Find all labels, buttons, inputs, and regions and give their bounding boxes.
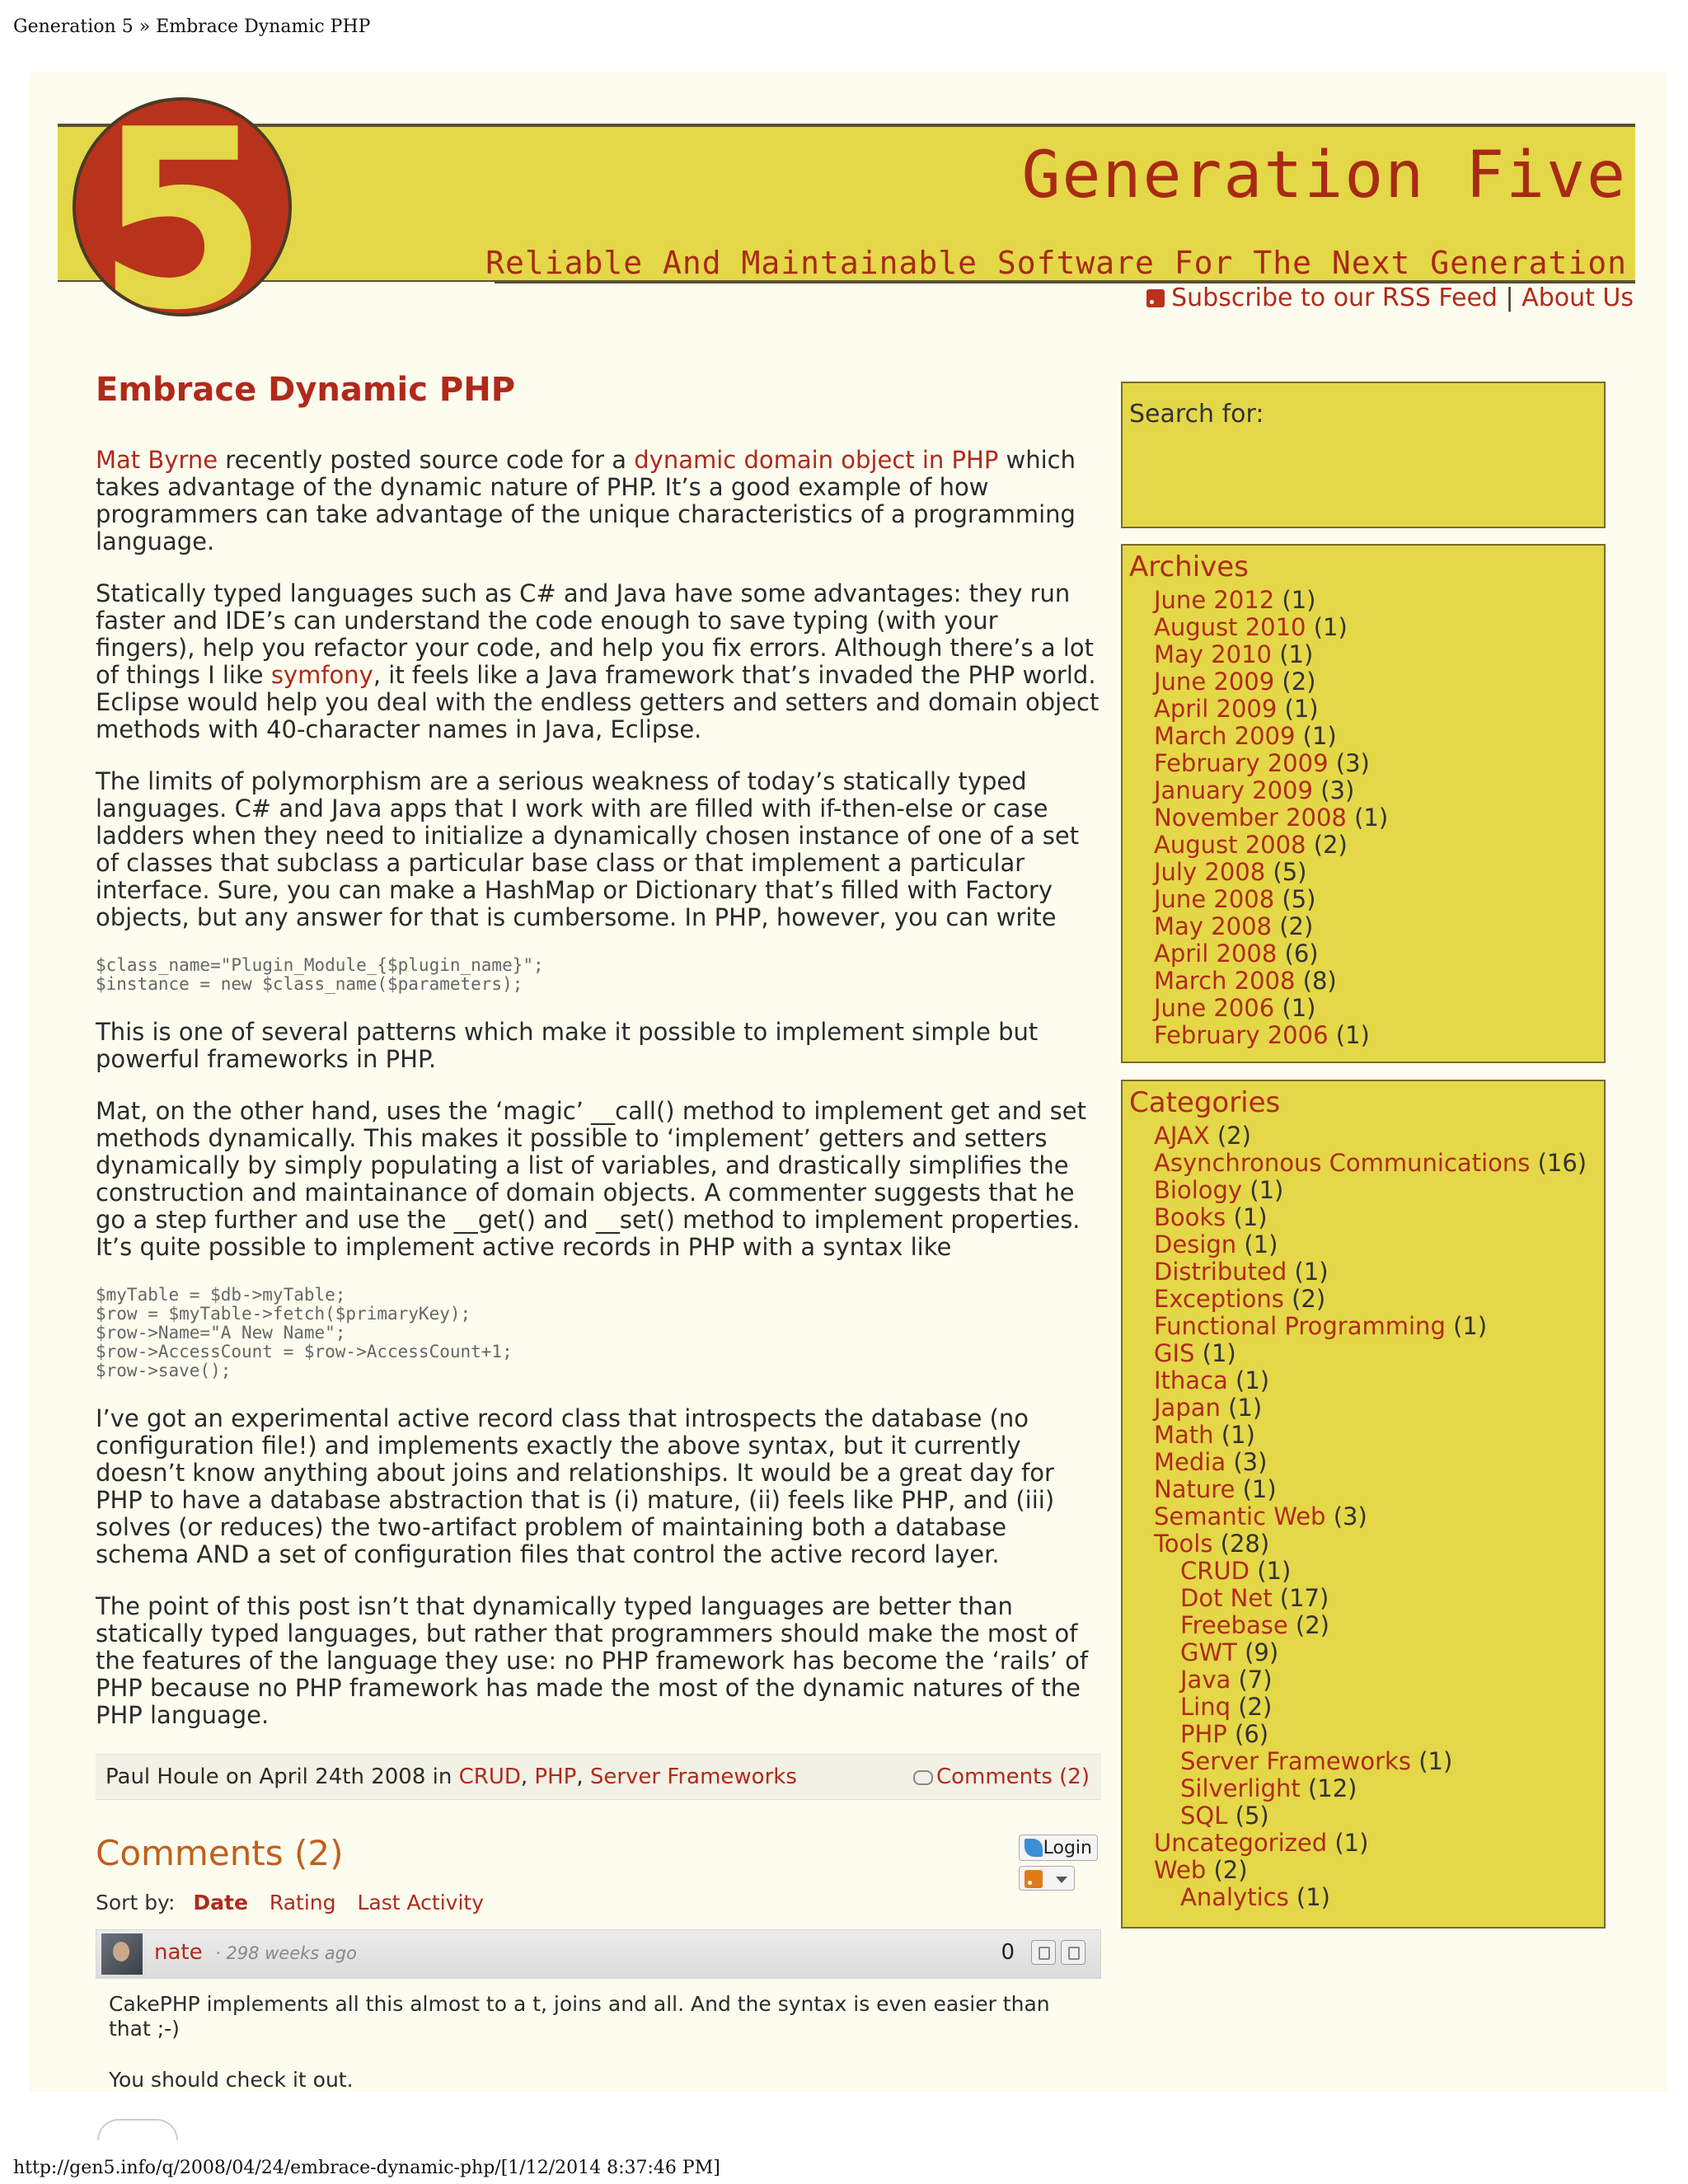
- category-link-media[interactable]: Media: [1154, 1448, 1226, 1476]
- category-count: (1): [1244, 1230, 1278, 1258]
- comments-count[interactable]: [913, 1755, 1090, 1799]
- archive-link-june-2006[interactable]: June 2006: [1154, 994, 1275, 1022]
- archive-count: (3): [1320, 776, 1355, 804]
- archive-item: [1154, 913, 1597, 940]
- category-item: [1154, 1313, 1597, 1340]
- archive-item: [1154, 696, 1597, 723]
- category-link-linq[interactable]: Linq: [1180, 1693, 1231, 1721]
- post-paragraph-5: Mat, on the other hand, uses the ‘magic’ __call() method to implement get and set methods dynamically. This makes it possible to ‘implement’ getters and setters dynamically by simply populating a list of variables, and drastically simplifies the construction and maintainance of domain objects. A commenter suggests that he go a step further and use the __get() and __set() method to implement properties. It’s quite possible to implement active records in PHP with a syntax like: [96, 1097, 1086, 1261]
- post-paragraph-6: I’ve got an experimental active record class that introspects the database (no configuration file!) and implements exactly the above syntax, but it currently doesn’t know anything about joins and relationships. It would be a great day for PHP to have a database abstraction that is (i) mature, (ii) feels like PHP, and (iii) solves (or reduces) the two-artifact problem of maintaining both a database schema AND a set of configuration files that control the active record layer.: [96, 1404, 1055, 1568]
- category-item: [1154, 1530, 1597, 1558]
- category-item: [1154, 1666, 1597, 1694]
- category-link-crud[interactable]: CRUD: [458, 1765, 521, 1789]
- rss-feed-link[interactable]: Subscribe to our RSS Feed: [1171, 284, 1498, 312]
- category-item: [1154, 1612, 1597, 1639]
- category-link-nature[interactable]: Nature: [1154, 1475, 1236, 1503]
- search-label: Search for:: [1129, 400, 1264, 429]
- meta-separator: ,: [520, 1765, 535, 1789]
- about-us-link[interactable]: About Us: [1522, 284, 1634, 312]
- archive-link-june-2008[interactable]: June 2008: [1154, 885, 1275, 913]
- category-count: (9): [1245, 1638, 1279, 1666]
- category-link-asynchronous-communications[interactable]: Asynchronous Communications: [1154, 1149, 1531, 1177]
- category-item: [1154, 1258, 1597, 1286]
- category-item: [1154, 1449, 1597, 1476]
- archive-link-june-2009[interactable]: June 2009: [1154, 668, 1275, 696]
- category-count: (6): [1235, 1720, 1269, 1748]
- archives-title: Archives: [1129, 551, 1249, 583]
- category-link-distributed[interactable]: Distributed: [1154, 1258, 1287, 1286]
- category-count: (5): [1235, 1802, 1269, 1830]
- category-link-analytics[interactable]: Analytics: [1180, 1883, 1289, 1911]
- category-count: (1): [1257, 1557, 1292, 1585]
- archive-item: [1154, 1022, 1597, 1049]
- category-link-functional-programming[interactable]: Functional Programming: [1154, 1312, 1446, 1340]
- archive-count: (1): [1282, 994, 1316, 1022]
- paragraph-text: recently posted source code for a: [218, 446, 635, 474]
- site-tagline: Reliable And Maintainable Software For The Next Generation: [485, 245, 1627, 281]
- archive-item: [1154, 968, 1597, 995]
- category-count: (1): [1453, 1312, 1488, 1340]
- comments-header: [96, 1833, 1101, 1882]
- code-block-1: $class_name="Plugin_Module_{$plugin_name}"; $instance = new $class_name($parameters);: [96, 955, 544, 994]
- archive-item: [1154, 587, 1597, 614]
- post-meta: [96, 1754, 1101, 1800]
- category-item: [1154, 1367, 1597, 1394]
- sort-option-rating[interactable]: Rating: [269, 1891, 336, 1915]
- category-item: [1154, 1857, 1597, 1884]
- category-item: [1154, 1394, 1597, 1422]
- sort-option-last-activity[interactable]: Last Activity: [357, 1891, 484, 1915]
- category-link-books[interactable]: Books: [1154, 1203, 1226, 1231]
- archive-count: (1): [1282, 586, 1316, 614]
- site-logo[interactable]: [73, 97, 292, 316]
- category-link-php[interactable]: PHP: [1180, 1720, 1227, 1748]
- archive-link-february-2009[interactable]: February 2009: [1154, 749, 1329, 777]
- archive-count: (8): [1302, 967, 1337, 995]
- category-count: (1): [1334, 1829, 1369, 1857]
- header-links: [1146, 284, 1634, 312]
- category-count: (1): [1294, 1258, 1329, 1286]
- category-item: [1154, 1177, 1597, 1204]
- login-button[interactable]: [1019, 1835, 1098, 1861]
- category-count: (1): [1418, 1747, 1453, 1775]
- archive-count: (2): [1282, 668, 1316, 696]
- comment-body: [96, 1979, 1101, 2093]
- archive-link-march-2008[interactable]: March 2008: [1154, 967, 1296, 995]
- archive-count: (1): [1279, 640, 1314, 668]
- archive-count: (1): [1335, 1021, 1370, 1049]
- archive-link-may-2008[interactable]: May 2008: [1154, 912, 1272, 940]
- category-link-web[interactable]: Web: [1154, 1856, 1207, 1884]
- category-item: [1154, 1775, 1597, 1802]
- main-content: [96, 371, 1101, 2140]
- categories-list: [1129, 1122, 1597, 1911]
- paragraph-text: which takes advantage of the dynamic nature of PHP. It’s a good example of how programmers can take advantage of the unique characteristics of a programming language.: [96, 446, 1076, 555]
- comments-rss-dropdown[interactable]: [1019, 1866, 1075, 1891]
- category-item: [1154, 1150, 1597, 1177]
- category-item: [1154, 1204, 1597, 1231]
- archive-item: [1154, 723, 1597, 750]
- archive-item: [1154, 804, 1597, 832]
- archive-item: [1154, 668, 1597, 696]
- paragraph-text: , it feels like a Java framework that’s invaded the PHP world. Eclipse would help you deal with the endless getters and setters and domain object methods with 40-character names in Java, Eclipse.: [96, 661, 1100, 743]
- comment-header: [96, 1929, 1101, 1979]
- category-link-uncategorized[interactable]: Uncategorized: [1154, 1829, 1328, 1857]
- category-item: [1154, 1802, 1597, 1830]
- archive-item: [1154, 641, 1597, 668]
- category-link-ithaca[interactable]: Ithaca: [1154, 1366, 1228, 1394]
- category-item: [1154, 1748, 1597, 1775]
- comments-title: Comments (2): [96, 1833, 344, 1873]
- archive-count: (3): [1335, 749, 1370, 777]
- category-item: [1154, 1122, 1597, 1150]
- category-count: (17): [1279, 1584, 1329, 1612]
- category-link-japan[interactable]: Japan: [1154, 1394, 1221, 1422]
- categories-title: Categories: [1129, 1086, 1281, 1119]
- category-item: [1154, 1830, 1597, 1857]
- category-item: [1154, 1558, 1597, 1585]
- category-link-ajax[interactable]: AJAX: [1154, 1122, 1210, 1150]
- header-link-separator: |: [1505, 284, 1514, 312]
- post-paragraph-7: The point of this post isn’t that dynamically typed languages are better than statically typed languages, but rather that programmers should make the most of the features of the language they use: no PHP framework has become the ‘rails’ of PHP because no PHP framework has made the most of the dynamic natures of the PHP language.: [96, 1592, 1089, 1729]
- author-link-mat-byrne[interactable]: Mat Byrne: [96, 446, 218, 474]
- archive-count: (1): [1313, 613, 1348, 641]
- category-item: [1154, 1639, 1597, 1666]
- meta-separator: ,: [576, 1765, 590, 1789]
- archive-link-august-2008[interactable]: August 2008: [1154, 831, 1306, 859]
- category-link-sql[interactable]: SQL: [1180, 1802, 1228, 1830]
- thumbs-down-icon[interactable]: [1061, 1940, 1085, 1965]
- archive-item: [1154, 886, 1597, 913]
- category-item: [1154, 1340, 1597, 1367]
- print-footer: http://gen5.info/q/2008/04/24/embrace-dynamic-php/[1/12/2014 8:37:46 PM]: [13, 2158, 720, 2178]
- archive-item: [1154, 940, 1597, 968]
- search-widget: [1121, 382, 1606, 528]
- archive-count: (1): [1354, 804, 1389, 832]
- archive-link-july-2008[interactable]: July 2008: [1154, 858, 1266, 886]
- archive-item: [1154, 995, 1597, 1022]
- category-count: (1): [1250, 1176, 1284, 1204]
- post-byline: Paul Houle on April 24th 2008 in: [106, 1765, 459, 1789]
- archive-item: [1154, 777, 1597, 804]
- category-count: (1): [1233, 1203, 1268, 1231]
- category-count: (7): [1238, 1666, 1273, 1694]
- post-paragraph-4: This is one of several patterns which make it possible to implement simple but powerful frameworks in PHP.: [96, 1018, 1039, 1073]
- category-count: (1): [1242, 1475, 1277, 1503]
- category-item: [1154, 1422, 1597, 1449]
- comment-score: 0: [1001, 1940, 1015, 1965]
- category-item: [1154, 1503, 1597, 1530]
- category-count: (2): [1238, 1693, 1273, 1721]
- archive-link-january-2009[interactable]: January 2009: [1154, 776, 1313, 804]
- category-link-java[interactable]: Java: [1180, 1666, 1231, 1694]
- archive-count: (1): [1284, 695, 1319, 723]
- comment-text: You should check it out.: [109, 2068, 354, 2092]
- archive-count: (2): [1313, 831, 1348, 859]
- category-count: (3): [1233, 1448, 1268, 1476]
- category-link-exceptions[interactable]: Exceptions: [1154, 1285, 1284, 1313]
- category-item: [1154, 1884, 1597, 1911]
- category-count: (1): [1221, 1421, 1255, 1449]
- category-count: (28): [1220, 1530, 1270, 1558]
- symfony-link[interactable]: symfony: [270, 661, 373, 689]
- post-title[interactable]: Embrace Dynamic PHP: [96, 371, 516, 409]
- category-count: (2): [1292, 1285, 1326, 1313]
- category-item: [1154, 1476, 1597, 1503]
- category-link-semantic-web[interactable]: Semantic Web: [1154, 1502, 1326, 1530]
- paragraph-text: Statically typed languages such as C# and Java have some advantages: they run faster and IDE’s can understand the code enough to save typing (with your fingers), help you refactor your code, and help you fix errors. Although there’s a lot of things I like: [96, 579, 1094, 689]
- comments-link[interactable]: Comments (2): [935, 1765, 1090, 1789]
- archive-item: [1154, 750, 1597, 777]
- post-paragraph-2: [96, 580, 1101, 743]
- archives-widget: [1121, 544, 1606, 1063]
- category-link-server-frameworks[interactable]: Server Frameworks: [1180, 1747, 1411, 1775]
- logo-number: 5: [96, 97, 269, 316]
- sort-by: [96, 1891, 1101, 1915]
- post-paragraph-3: The limits of polymorphism are a serious weakness of today’s statically typed languages. C# and Java apps that I work with are filled with if-then-else or case ladders when they need to initialize a dynamically chosen instance of one of a set of classes that subclass a particular base class or that implement a particular interface. Sure, you can make a HashMap or Dictionary that’s filled with Factory objects, but any answer for that is cumbersome. In PHP, however, you can write: [96, 767, 1080, 931]
- category-link-gwt[interactable]: GWT: [1180, 1638, 1237, 1666]
- rss-icon: [1025, 1870, 1043, 1888]
- category-link-silverlight[interactable]: Silverlight: [1180, 1774, 1301, 1802]
- archive-count: (5): [1273, 858, 1307, 886]
- dynamic-domain-object-link[interactable]: dynamic domain object in PHP: [634, 446, 999, 474]
- comment-text: CakePHP implements all this almost to a t, joins and all. And the syntax is even easier than that ;-): [109, 1992, 1050, 2041]
- category-item: [1154, 1721, 1597, 1748]
- archive-link-august-2010[interactable]: August 2010: [1154, 613, 1306, 641]
- archive-link-february-2006[interactable]: February 2006: [1154, 1021, 1329, 1049]
- archive-item: [1154, 832, 1597, 859]
- avatar[interactable]: [101, 1933, 143, 1975]
- category-link-biology[interactable]: Biology: [1154, 1176, 1243, 1204]
- category-count: (12): [1307, 1774, 1357, 1802]
- archive-link-april-2008[interactable]: April 2008: [1154, 940, 1278, 968]
- category-link-design[interactable]: Design: [1154, 1230, 1237, 1258]
- login-label: Login: [1043, 1838, 1092, 1858]
- print-header: Generation 5 » Embrace Dynamic PHP: [13, 16, 371, 37]
- feather-icon: [1025, 1839, 1043, 1857]
- archive-count: (2): [1279, 912, 1314, 940]
- archive-count: (1): [1302, 722, 1337, 750]
- site-title[interactable]: Generation Five: [1021, 138, 1627, 213]
- category-link-dot-net[interactable]: Dot Net: [1180, 1584, 1273, 1612]
- category-count: (16): [1537, 1149, 1587, 1177]
- category-link-gis[interactable]: GIS: [1154, 1339, 1195, 1367]
- comment-timestamp: · 298 weeks ago: [215, 1943, 357, 1963]
- sort-option-date[interactable]: Date: [193, 1891, 248, 1915]
- category-count: (2): [1295, 1611, 1329, 1639]
- category-link-php[interactable]: PHP: [534, 1765, 577, 1789]
- category-count: (1): [1228, 1394, 1263, 1422]
- categories-widget: [1121, 1080, 1606, 1929]
- sort-label: Sort by:: [96, 1891, 176, 1915]
- thumbs-up-icon[interactable]: [1031, 1940, 1056, 1965]
- reply-button[interactable]: [97, 2119, 178, 2140]
- category-link-server-frameworks[interactable]: Server Frameworks: [589, 1765, 797, 1789]
- archive-link-november-2008[interactable]: November 2008: [1154, 804, 1347, 832]
- category-item: [1154, 1231, 1597, 1258]
- post-paragraph-1: [96, 447, 1101, 555]
- code-block-2: $myTable = $db->myTable; $row = $myTable->fetch($primaryKey); $row->Name="A New Name"; $row->AccessCount = $row->AccessCount+1; $row->save();: [96, 1285, 513, 1380]
- category-count: (3): [1333, 1502, 1367, 1530]
- archive-link-april-2009[interactable]: April 2009: [1154, 695, 1278, 723]
- category-link-math[interactable]: Math: [1154, 1421, 1214, 1449]
- category-link-crud[interactable]: CRUD: [1180, 1557, 1250, 1585]
- chevron-down-icon: [1056, 1877, 1067, 1883]
- category-item: [1154, 1286, 1597, 1313]
- category-link-tools[interactable]: Tools: [1154, 1530, 1213, 1558]
- archive-count: (6): [1284, 940, 1319, 968]
- archive-item: [1154, 614, 1597, 641]
- comment-author[interactable]: nate: [154, 1940, 203, 1965]
- comment-bubble-icon: [913, 1770, 933, 1785]
- category-link-freebase[interactable]: Freebase: [1180, 1611, 1288, 1639]
- rss-icon[interactable]: [1146, 289, 1165, 307]
- archive-link-may-2010[interactable]: May 2010: [1154, 640, 1272, 668]
- archive-link-june-2012[interactable]: June 2012: [1154, 586, 1275, 614]
- category-count: (1): [1296, 1883, 1331, 1911]
- archives-list: [1129, 587, 1597, 1049]
- category-count: (1): [1202, 1339, 1236, 1367]
- archive-item: [1154, 859, 1597, 886]
- category-count: (1): [1236, 1366, 1270, 1394]
- category-count: (2): [1213, 1856, 1248, 1884]
- category-item: [1154, 1585, 1597, 1612]
- category-count: (2): [1217, 1122, 1251, 1150]
- archive-link-march-2009[interactable]: March 2009: [1154, 722, 1296, 750]
- archive-count: (5): [1282, 885, 1316, 913]
- category-item: [1154, 1694, 1597, 1721]
